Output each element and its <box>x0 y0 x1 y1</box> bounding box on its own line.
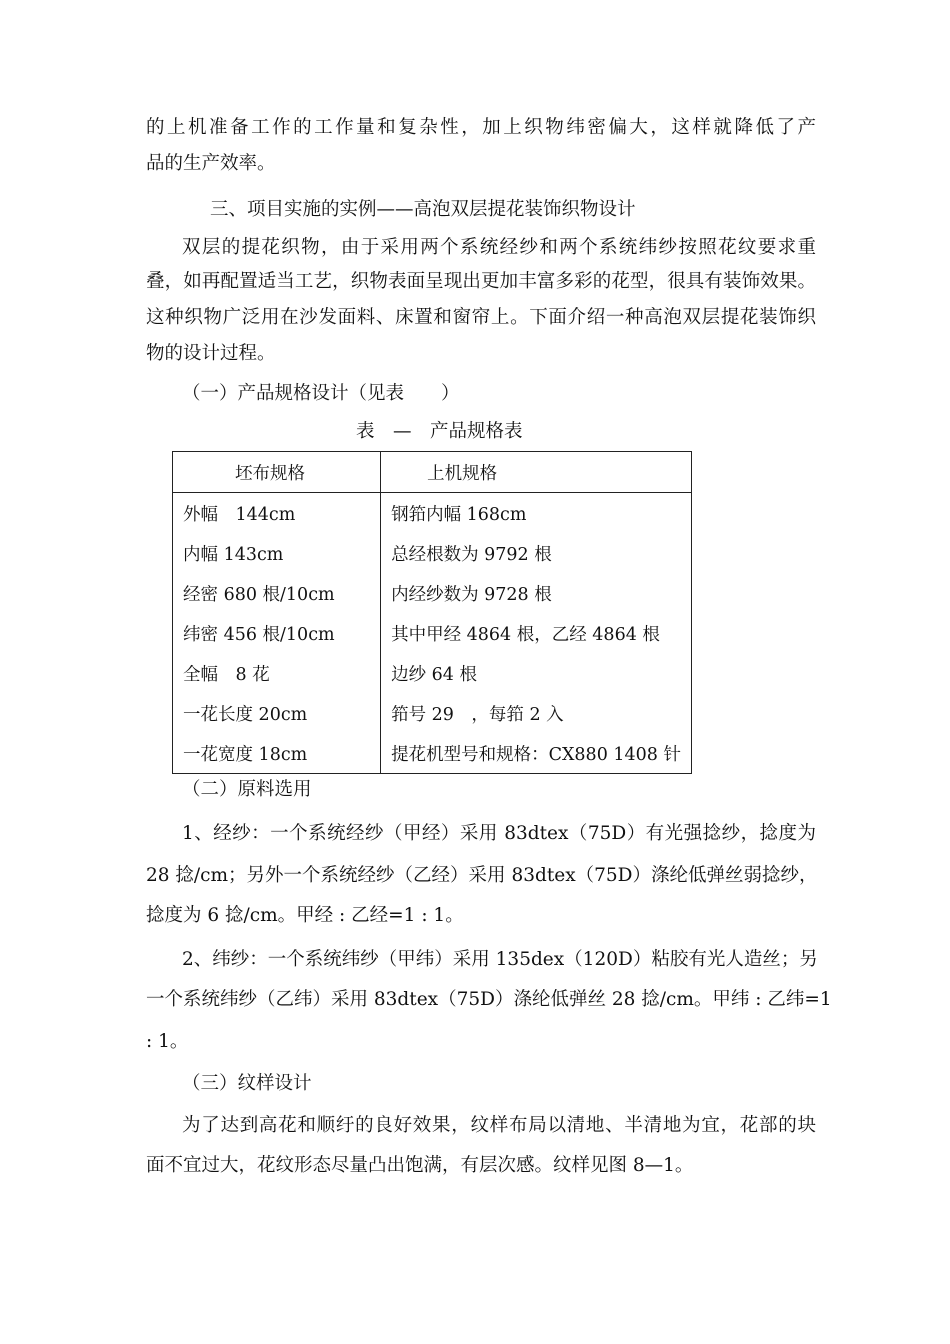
paragraph-line: 双层的提花织物，由于采用两个系统经纱和两个系统纬纱按照花纹要求重 <box>182 237 816 258</box>
spec-table <box>172 451 692 774</box>
paragraph-line: 这种织物广泛用在沙发面料、床置和窗帘上。下面介绍一种高泡双层提花装饰织 <box>146 307 816 328</box>
paragraph-line: 1、经纱：一个系统经纱（甲经）采用 83dtex（75D）有光强捻纱，捻度为 <box>182 823 816 844</box>
table-cell: 一花长度 20cm <box>173 693 381 733</box>
table-header-cell: 坯布规格 <box>173 452 381 493</box>
table-cell: 经密 680 根/10cm <box>173 573 381 613</box>
paragraph-line: 品的生产效率。 <box>146 153 276 174</box>
table-row <box>173 493 692 534</box>
table-row <box>173 533 692 573</box>
table-cell: 内经纱数为 9728 根 <box>381 573 692 613</box>
table-cell: 总经根数为 9792 根 <box>381 533 692 573</box>
table-cell: 纬密 456 根/10cm <box>173 613 381 653</box>
paragraph-line: 叠，如再配置适当工艺，织物表面呈现出更加丰富多彩的花型，很具有装饰效果。 <box>146 271 816 292</box>
paragraph-line: 的上机准备工作的工作量和复杂性，加上织物纬密偏大，这样就降低了产 <box>146 117 816 138</box>
table-cell: 一花宽度 18cm <box>173 733 381 774</box>
section-heading: 三、项目实施的实例——高泡双层提花装饰织物设计 <box>210 199 636 220</box>
table-cell: 提花机型号和规格：CX880 1408 针 <box>381 733 692 774</box>
paragraph-line: 为了达到高花和顺纡的良好效果，纹样布局以清地、半清地为宜，花部的块 <box>182 1115 816 1136</box>
subsection-heading: （二）原料选用 <box>182 779 312 800</box>
paragraph-line: 物的设计过程。 <box>146 343 276 364</box>
paragraph-line: 一个系统纬纱（乙纬）采用 83dtex（75D）涤纶低弹丝 28 捻/cm。甲纬 : 乙纬=1 <box>146 989 832 1010</box>
table-row <box>173 653 692 693</box>
table-row <box>173 573 692 613</box>
paragraph-line: 2、纬纱：一个系统纬纱（甲纬）采用 135dex（120D）粘胶有光人造丝；另 <box>182 949 818 970</box>
table-header-cell: 上机规格 <box>381 452 692 493</box>
table-cell: 筘号 29 ，每筘 2 入 <box>381 693 692 733</box>
paragraph-line: 面不宜过大，花纹形态尽量凸出饱满，有层次感。纹样见图 8—1。 <box>146 1155 694 1176</box>
table-row <box>173 613 692 653</box>
table-caption: 表 — 产品规格表 <box>356 421 523 442</box>
table-cell: 边纱 64 根 <box>381 653 692 693</box>
table-row <box>173 693 692 733</box>
table-row <box>173 733 692 774</box>
table-cell: 内幅 143cm <box>173 533 381 573</box>
table-cell: 钢筘内幅 168cm <box>381 493 692 534</box>
paragraph-line: 捻度为 6 捻/cm。甲经 : 乙经=1 : 1。 <box>146 905 464 926</box>
table-cell: 外幅 144cm <box>173 493 381 534</box>
paragraph-line: 28 捻/cm；另外一个系统经纱（乙经）采用 83dtex（75D）涤纶低弹丝弱捻纱， <box>146 865 818 886</box>
subsection-heading: （三）纹样设计 <box>182 1073 312 1094</box>
table-header-row <box>173 452 692 493</box>
table-cell: 其中甲经 4864 根，乙经 4864 根 <box>381 613 692 653</box>
subsection-heading: （一）产品规格设计（见表 ） <box>182 383 460 404</box>
paragraph-line: : 1。 <box>146 1031 189 1052</box>
table-cell: 全幅 8 花 <box>173 653 381 693</box>
